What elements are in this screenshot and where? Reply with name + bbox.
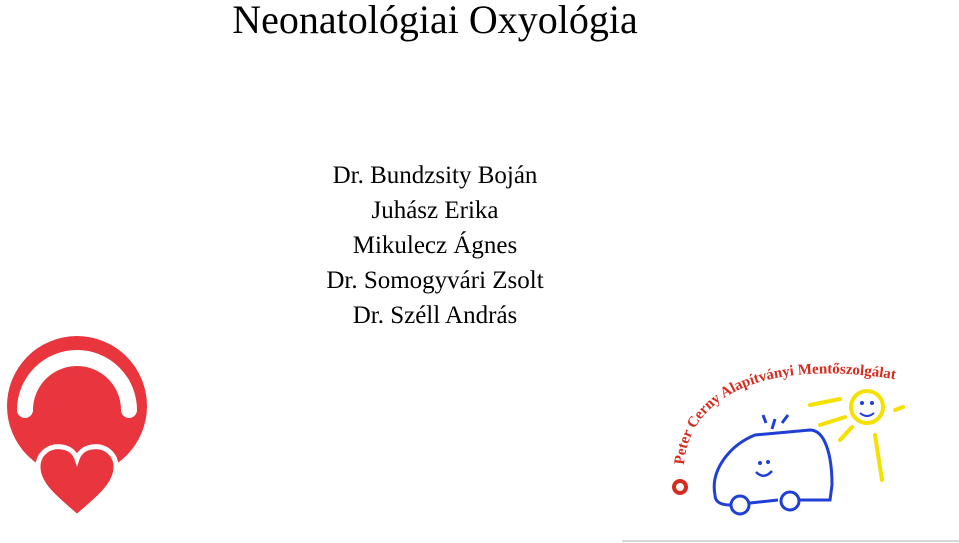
peter-cerny-foundation-logo — [660, 335, 905, 525]
foundation-arc-text: Peter Cerny Alapítványi Mentőszolgálat — [671, 361, 898, 466]
red-heart-ring-logo — [0, 335, 160, 525]
author-name: Dr. Somogyvári Zsolt — [326, 267, 544, 294]
author-name: Mikulecz Ágnes — [352, 232, 518, 259]
author-list — [255, 158, 615, 333]
author-name: Dr. Bundzsity Boján — [332, 162, 538, 189]
slide-title: Neonatológiai Oxyológia — [232, 0, 638, 42]
author-name: Dr. Széll András — [352, 302, 518, 329]
author-name: Juhász Erika — [371, 197, 499, 224]
divider — [622, 540, 959, 542]
